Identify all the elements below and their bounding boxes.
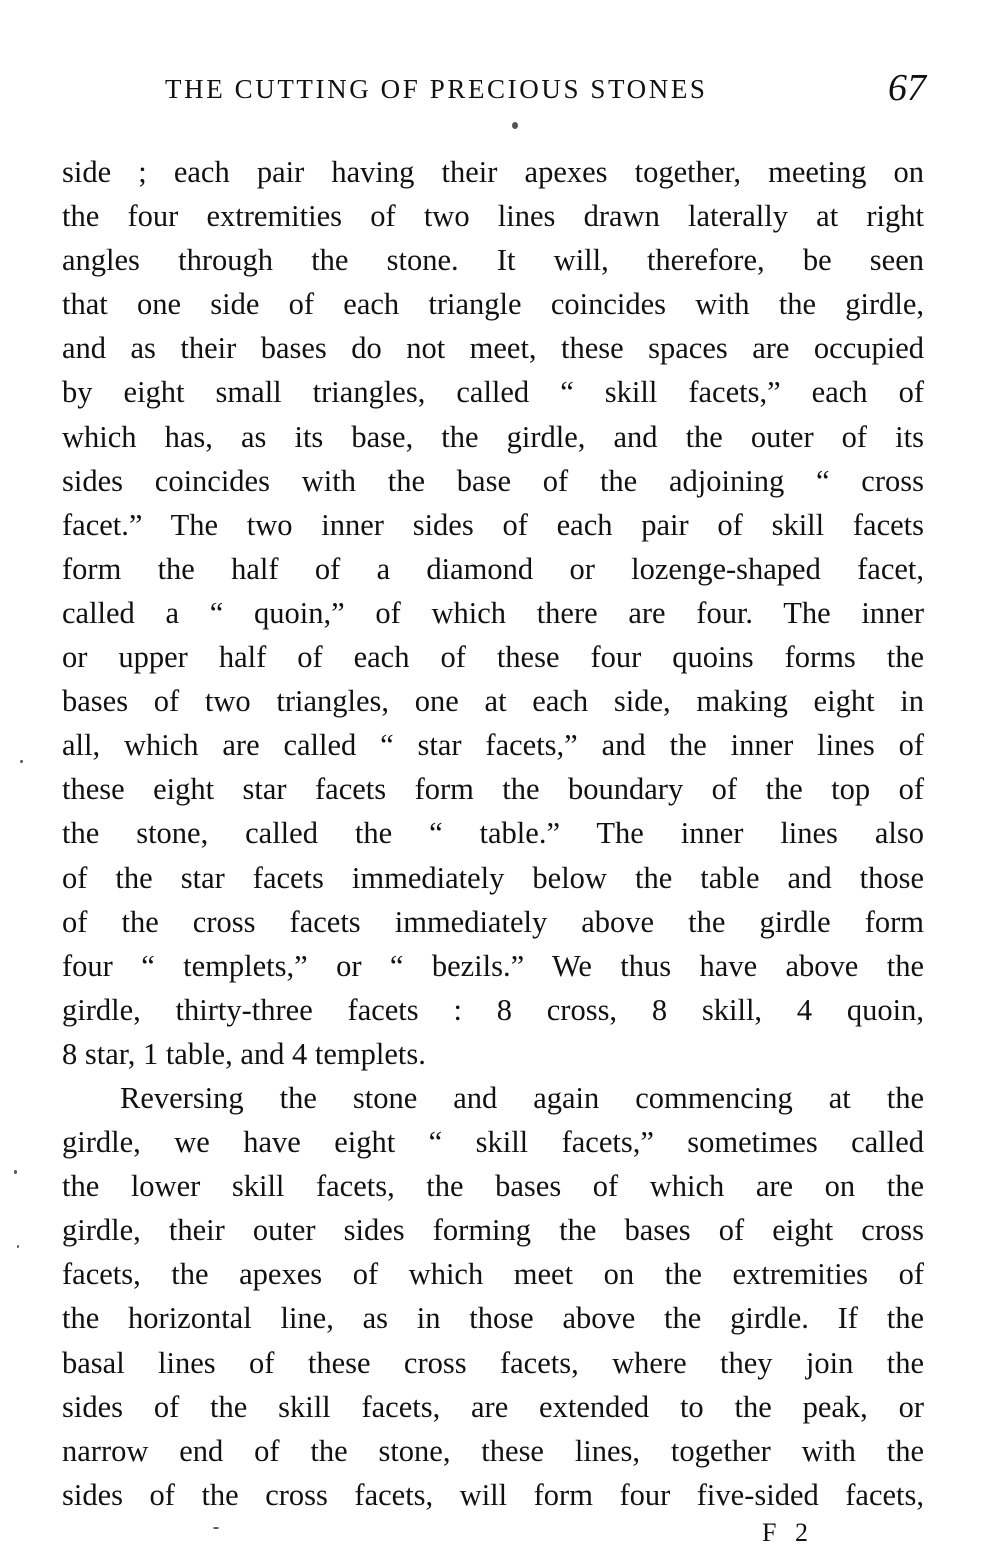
text-line: basal lines of these cross facets, where they join the [62, 1345, 924, 1380]
text-line: that one side of each triangle coincides with the girdle, [62, 287, 924, 322]
text-line: 8 star, 1 table, and 4 templets. [62, 1036, 426, 1071]
text-line: narrow end of the stone, these lines, together with the [62, 1433, 924, 1468]
scan-speck [20, 760, 23, 763]
text-line: and as their bases do not meet, these spaces are occupied [62, 331, 924, 366]
text-line: all, which are called “ star facets,” and the inner lines of [62, 728, 924, 763]
text-line: form the half of a diamond or lozenge-shaped facet, [62, 551, 924, 586]
body-text [62, 150, 924, 1517]
text-line: the horizontal line, as in those above the girdle. If the [62, 1301, 924, 1336]
text-line: by eight small triangles, called “ skill facets,” each of [62, 375, 924, 410]
text-line: facets, the apexes of which meet on the extremities of [62, 1257, 924, 1292]
scan-speck [213, 1527, 219, 1529]
page-number: 67 [888, 67, 926, 109]
signature-mark: F 2 [762, 1518, 814, 1547]
running-head [60, 67, 926, 114]
text-line: facet.” The two inner sides of each pair of skill facets [62, 507, 924, 542]
text-line: which has, as its base, the girdle, and the outer of its [62, 419, 924, 454]
text-line: girdle, thirty-three facets : 8 cross, 8 skill, 4 quoin, [62, 992, 924, 1027]
text-line: of the star facets immediately below the table and those [62, 860, 924, 895]
text-line: the lower skill facets, the bases of which are on the [62, 1169, 924, 1204]
text-line: angles through the stone. It will, therefore, be seen [62, 243, 924, 278]
text-line: girdle, we have eight “ skill facets,” sometimes called [62, 1125, 924, 1160]
text-line: four “ templets,” or “ bezils.” We thus have above the [62, 948, 924, 983]
text-line: the stone, called the “ table.” The inner lines also [62, 816, 924, 851]
text-line: or upper half of each of these four quoins forms the [62, 640, 924, 675]
text-line: girdle, their outer sides forming the bases of eight cross [62, 1213, 924, 1248]
text-line: called a “ quoin,” of which there are four. The inner [62, 595, 924, 630]
scan-speck [14, 1170, 17, 1174]
text-line: sides coincides with the base of the adjoining “ cross [62, 463, 924, 498]
text-line: Reversing the stone and again commencing at the [120, 1080, 924, 1115]
text-line: sides of the cross facets, will form four five-sided facets, [62, 1477, 924, 1512]
text-line: of the cross facets immediately above the girdle form [62, 904, 924, 939]
text-line: these eight star facets form the boundary of the top of [62, 772, 924, 807]
text-line: sides of the skill facets, are extended to the peak, or [62, 1389, 924, 1424]
print-speck [512, 122, 518, 129]
text-line: bases of two triangles, one at each side, making eight in [62, 684, 924, 719]
text-line: the four extremities of two lines drawn laterally at right [62, 199, 924, 234]
running-title: THE CUTTING OF PRECIOUS STONES [165, 74, 708, 104]
scan-speck [17, 1245, 19, 1248]
text-line: side ; each pair having their apexes together, meeting on [62, 155, 924, 189]
